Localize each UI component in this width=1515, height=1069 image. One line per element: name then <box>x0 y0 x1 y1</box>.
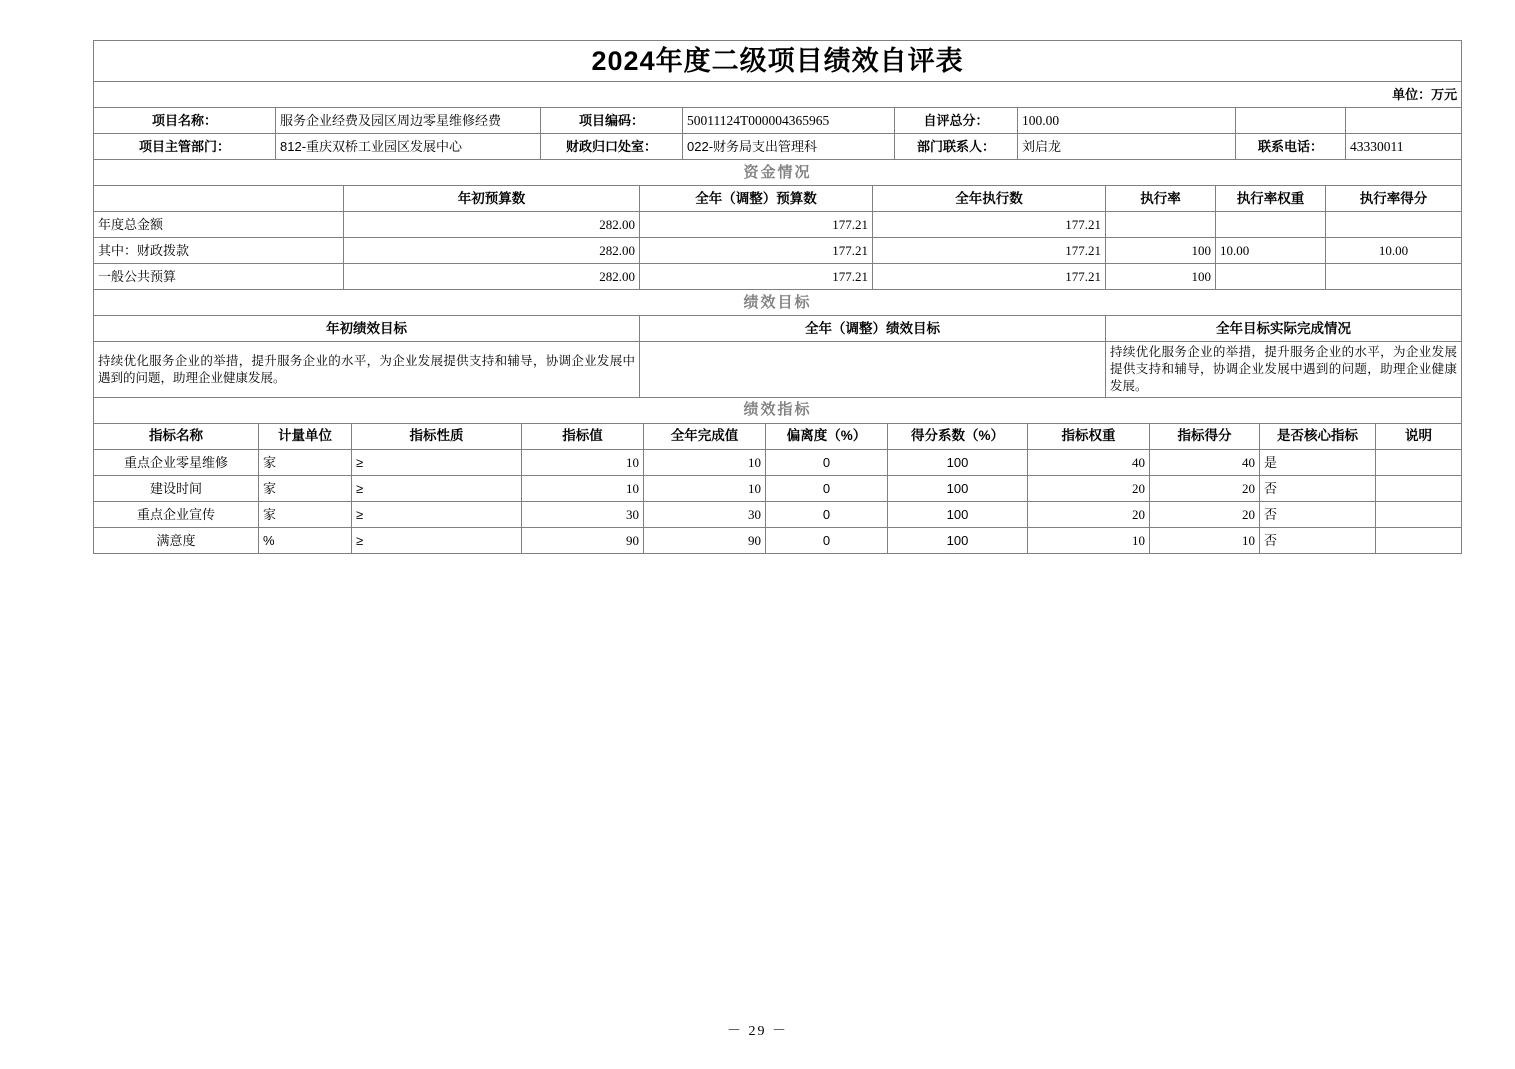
indicator-weight: 40 <box>1028 450 1150 476</box>
funds-section-row <box>94 160 1462 186</box>
indicator-header-unit: 计量单位 <box>259 424 352 450</box>
indicator-header-score: 指标得分 <box>1150 424 1260 450</box>
indicator-weight: 20 <box>1028 476 1150 502</box>
funds-row-exec-rate <box>1106 212 1216 238</box>
goals-content-row <box>94 342 1462 398</box>
project-name-label: 项目名称： <box>94 108 276 134</box>
goals-section-row <box>94 290 1462 316</box>
goals-header-row <box>94 316 1462 342</box>
table-row <box>94 528 1462 554</box>
funds-row-execution: 177.21 <box>873 238 1106 264</box>
basic-info-row-1 <box>94 108 1462 134</box>
goals-header-initial: 年初绩效目标 <box>94 316 640 342</box>
indicator-unit: 家 <box>259 476 352 502</box>
indicator-name: 重点企业零星维修 <box>94 450 259 476</box>
funds-section-title: 资金情况 <box>94 160 1462 186</box>
indicators-section-row <box>94 398 1462 424</box>
indicator-header-deviation: 偏离度（%） <box>766 424 888 450</box>
funds-row-execution: 177.21 <box>873 264 1106 290</box>
indicator-coefficient: 100 <box>888 528 1028 554</box>
indicators-table <box>93 397 1462 554</box>
indicator-core: 否 <box>1260 528 1376 554</box>
funds-row-exec-rate: 100 <box>1106 264 1216 290</box>
indicator-remark <box>1376 502 1462 528</box>
indicator-name: 重点企业宣传 <box>94 502 259 528</box>
indicator-header-core: 是否核心指标 <box>1260 424 1376 450</box>
indicator-header-nature: 指标性质 <box>352 424 522 450</box>
indicator-score: 20 <box>1150 502 1260 528</box>
phone-value: 43330011 <box>1346 134 1462 160</box>
indicator-actual: 10 <box>644 450 766 476</box>
funds-header-execution: 全年执行数 <box>873 186 1106 212</box>
page-title: 2024年度二级项目绩效自评表 <box>94 41 1462 82</box>
indicator-deviation: 0 <box>766 502 888 528</box>
indicator-actual: 90 <box>644 528 766 554</box>
indicator-coefficient: 100 <box>888 502 1028 528</box>
contact-label: 部门联系人： <box>895 134 1018 160</box>
indicator-coefficient: 100 <box>888 450 1028 476</box>
project-code-value: 50011124T000004365965 <box>683 108 895 134</box>
funds-row-exec-rate: 100 <box>1106 238 1216 264</box>
indicator-header-target: 指标值 <box>522 424 644 450</box>
phone-label: 联系电话： <box>1236 134 1346 160</box>
indicator-score: 40 <box>1150 450 1260 476</box>
goals-header-adjusted: 全年（调整）绩效目标 <box>640 316 1106 342</box>
indicator-remark <box>1376 528 1462 554</box>
goals-table <box>93 289 1462 398</box>
funds-row-adjust-budget: 177.21 <box>640 238 873 264</box>
indicator-unit: 家 <box>259 502 352 528</box>
funds-header-blank <box>94 186 344 212</box>
blank-cell-2 <box>1346 108 1462 134</box>
main-table <box>93 40 1462 186</box>
indicator-nature: ≥ <box>352 476 522 502</box>
initial-goal-text: 持续优化服务企业的举措，提升服务企业的水平，为企业发展提供支持和辅导，协调企业发展中遇到的问题，助理企业健康发展。 <box>94 342 640 398</box>
funds-header-adjust-budget: 全年（调整）预算数 <box>640 186 873 212</box>
funds-row-rate-weight: 10.00 <box>1216 238 1326 264</box>
indicator-header-coefficient: 得分系数（%） <box>888 424 1028 450</box>
dept-value: 812-重庆双桥工业园区发展中心 <box>276 134 541 160</box>
blank-cell-1 <box>1236 108 1346 134</box>
finance-office-value: 022-财务局支出管理科 <box>683 134 895 160</box>
adjusted-goal-text <box>640 342 1106 398</box>
table-row <box>94 502 1462 528</box>
funds-row-begin-budget: 282.00 <box>344 264 640 290</box>
indicators-section-title: 绩效指标 <box>94 398 1462 424</box>
indicator-core: 是 <box>1260 450 1376 476</box>
funds-header-begin-budget: 年初预算数 <box>344 186 640 212</box>
funds-row-rate-score: 10.00 <box>1326 238 1462 264</box>
indicator-name: 建设时间 <box>94 476 259 502</box>
indicator-header-actual: 全年完成值 <box>644 424 766 450</box>
funds-header-rate-weight: 执行率权重 <box>1216 186 1326 212</box>
table-row <box>94 264 1462 290</box>
funds-row-rate-weight <box>1216 212 1326 238</box>
indicator-deviation: 0 <box>766 476 888 502</box>
goals-section-title: 绩效目标 <box>94 290 1462 316</box>
indicator-coefficient: 100 <box>888 476 1028 502</box>
indicator-remark <box>1376 450 1462 476</box>
indicators-header-row <box>94 424 1462 450</box>
funds-row-begin-budget: 282.00 <box>344 212 640 238</box>
page-number: － 29 － <box>727 1024 788 1039</box>
indicator-target: 10 <box>522 476 644 502</box>
performance-self-evaluation-sheet <box>93 40 1461 554</box>
indicator-header-remark: 说明 <box>1376 424 1462 450</box>
dept-label: 项目主管部门： <box>94 134 276 160</box>
self-score-value: 100.00 <box>1018 108 1236 134</box>
indicator-actual: 10 <box>644 476 766 502</box>
basic-info-row-2 <box>94 134 1462 160</box>
indicator-header-weight: 指标权重 <box>1028 424 1150 450</box>
indicator-target: 90 <box>522 528 644 554</box>
unit-row <box>94 82 1462 108</box>
indicator-unit: 家 <box>259 450 352 476</box>
indicator-score: 20 <box>1150 476 1260 502</box>
indicator-deviation: 0 <box>766 450 888 476</box>
unit-note: 单位：万元 <box>94 82 1462 108</box>
project-code-label: 项目编码： <box>541 108 683 134</box>
indicator-unit: % <box>259 528 352 554</box>
indicator-remark <box>1376 476 1462 502</box>
funds-row-name: 年度总金额 <box>94 212 344 238</box>
table-row <box>94 476 1462 502</box>
funds-row-begin-budget: 282.00 <box>344 238 640 264</box>
indicator-target: 10 <box>522 450 644 476</box>
project-name-value: 服务企业经费及园区周边零星维修经费 <box>276 108 541 134</box>
funds-row-execution: 177.21 <box>873 212 1106 238</box>
table-row <box>94 238 1462 264</box>
indicator-deviation: 0 <box>766 528 888 554</box>
actual-completion-text: 持续优化服务企业的举措，提升服务企业的水平，为企业发展提供支持和辅导，协调企业发展中遇到的问题，助理企业健康发展。 <box>1106 342 1462 398</box>
funds-row-adjust-budget: 177.21 <box>640 264 873 290</box>
indicator-nature: ≥ <box>352 450 522 476</box>
funds-header-row <box>94 186 1462 212</box>
funds-row-rate-score <box>1326 264 1462 290</box>
indicator-target: 30 <box>522 502 644 528</box>
indicator-score: 10 <box>1150 528 1260 554</box>
indicator-core: 否 <box>1260 502 1376 528</box>
self-score-label: 自评总分： <box>895 108 1018 134</box>
funds-row-adjust-budget: 177.21 <box>640 212 873 238</box>
indicator-name: 满意度 <box>94 528 259 554</box>
indicator-header-name: 指标名称 <box>94 424 259 450</box>
funds-row-name: 一般公共预算 <box>94 264 344 290</box>
table-row <box>94 450 1462 476</box>
indicator-actual: 30 <box>644 502 766 528</box>
indicator-weight: 10 <box>1028 528 1150 554</box>
funds-table <box>93 185 1462 290</box>
goals-header-actual: 全年目标实际完成情况 <box>1106 316 1462 342</box>
funds-row-name: 其中：财政拨款 <box>94 238 344 264</box>
indicator-nature: ≥ <box>352 502 522 528</box>
funds-header-exec-rate: 执行率 <box>1106 186 1216 212</box>
indicator-weight: 20 <box>1028 502 1150 528</box>
funds-row-rate-score <box>1326 212 1462 238</box>
funds-header-rate-score: 执行率得分 <box>1326 186 1462 212</box>
title-row <box>94 41 1462 82</box>
table-row <box>94 212 1462 238</box>
indicator-core: 否 <box>1260 476 1376 502</box>
funds-row-rate-weight <box>1216 264 1326 290</box>
contact-value: 刘启龙 <box>1018 134 1236 160</box>
finance-office-label: 财政归口处室： <box>541 134 683 160</box>
indicator-nature: ≥ <box>352 528 522 554</box>
